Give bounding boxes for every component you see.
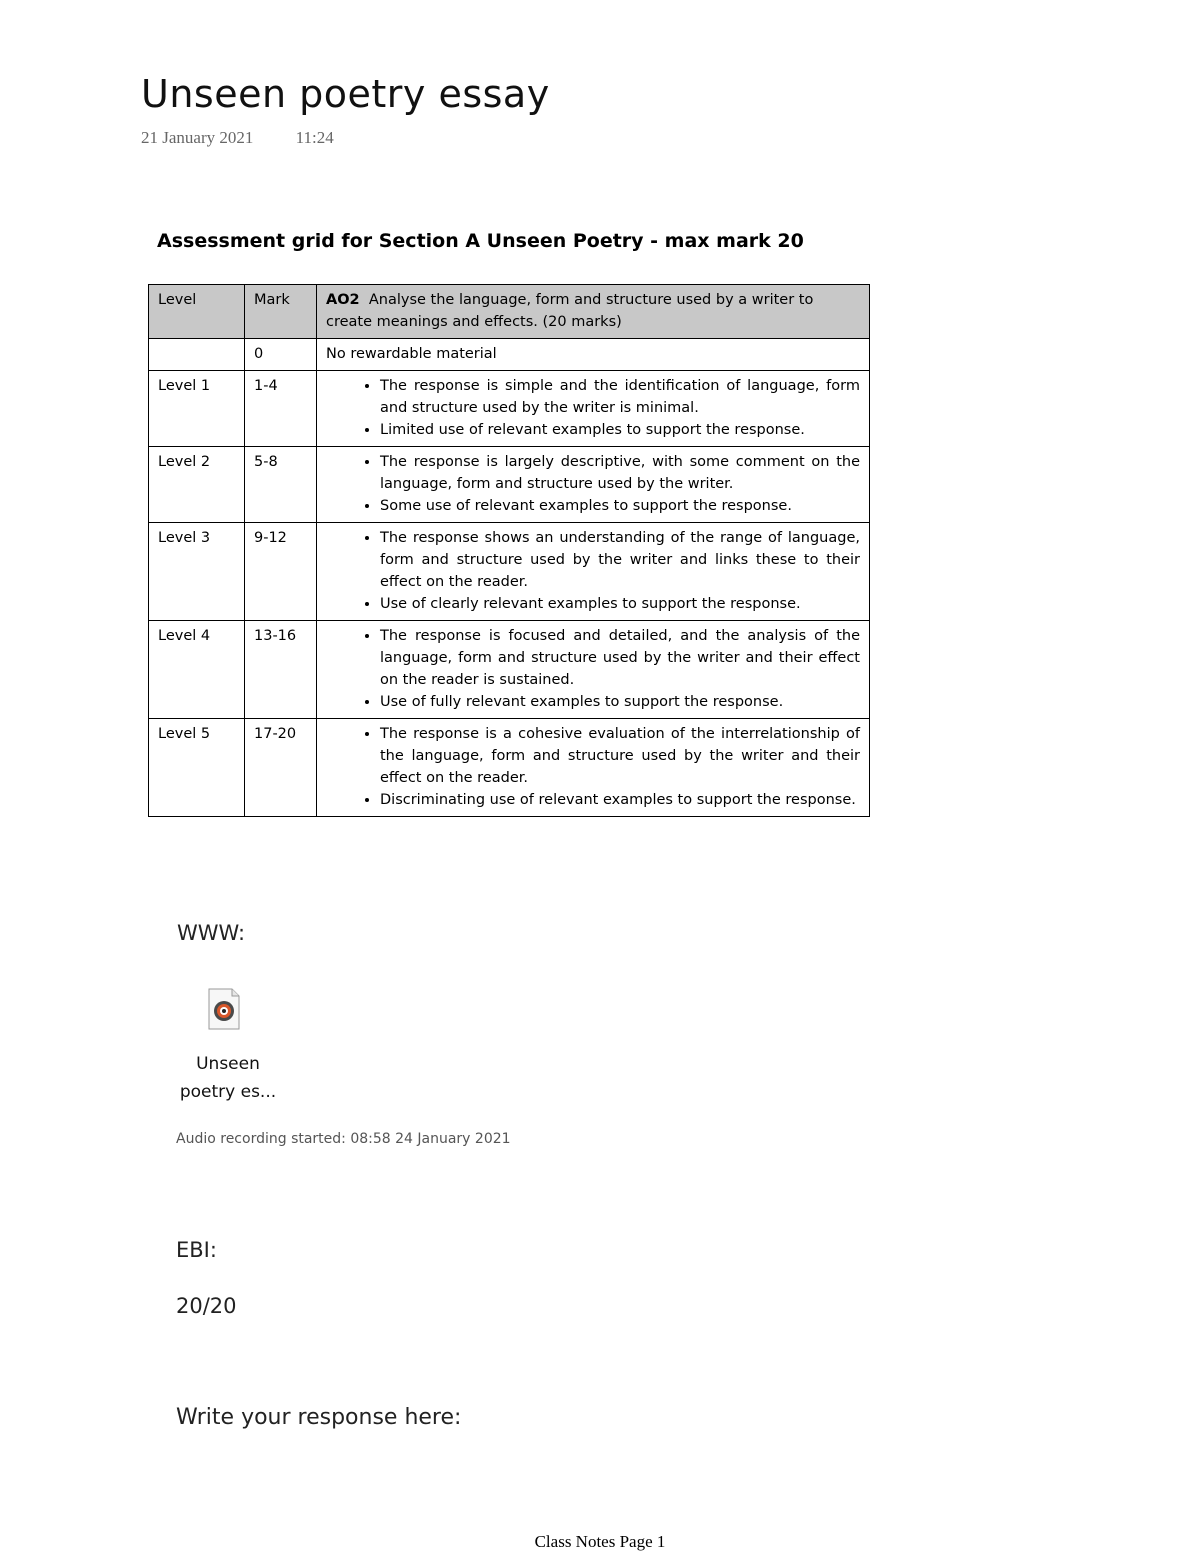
table-row bbox=[149, 339, 870, 371]
page-timestamp bbox=[141, 128, 334, 148]
level-column-header: Level bbox=[149, 285, 245, 339]
criteria-cell bbox=[317, 523, 870, 621]
objective-description: Analyse the language, form and structure used by a writer to create meanings and effects. (20 marks) bbox=[326, 292, 814, 330]
criteria-cell bbox=[317, 621, 870, 719]
level-cell: Level 4 bbox=[149, 621, 245, 719]
mark-cell: 0 bbox=[245, 339, 317, 371]
criteria-bullet: • The response is a cohesive evaluation of the interrelationship of the language, form and structure used by the writer and their effect on the reader. bbox=[380, 723, 860, 789]
score-text: 20/20 bbox=[176, 1294, 237, 1318]
level-cell: Level 5 bbox=[149, 719, 245, 817]
attachment-filename[interactable]: Unseen poetry es... bbox=[179, 1054, 277, 1102]
objective-code: AO2 bbox=[326, 292, 360, 308]
www-label: WWW: bbox=[177, 921, 246, 945]
criteria-cell bbox=[317, 447, 870, 523]
objective-column-header bbox=[317, 285, 870, 339]
criteria-cell bbox=[317, 371, 870, 447]
page-title: Unseen poetry essay bbox=[141, 72, 550, 116]
criteria-bullet: • Use of fully relevant examples to support the response. bbox=[380, 691, 860, 713]
criteria-bullet: • Use of clearly relevant examples to support the response. bbox=[380, 593, 860, 615]
criteria-bullet: • Some use of relevant examples to support the response. bbox=[380, 495, 860, 517]
mark-column-header: Mark bbox=[245, 285, 317, 339]
table-row bbox=[149, 371, 870, 447]
criteria-bullet: • The response is simple and the identification of language, form and structure used by the writer is minimal. bbox=[380, 375, 860, 419]
mark-cell: 9-12 bbox=[245, 523, 317, 621]
page-footer: Class Notes Page 1 bbox=[534, 1532, 666, 1551]
criteria-bullet: • The response is largely descriptive, with some comment on the language, form and structure used by the writer. bbox=[380, 451, 860, 495]
table-row bbox=[149, 621, 870, 719]
criteria-cell: No rewardable material bbox=[317, 339, 870, 371]
mark-cell: 5-8 bbox=[245, 447, 317, 523]
table-row bbox=[149, 447, 870, 523]
criteria-bullet: • Discriminating use of relevant examples to support the response. bbox=[380, 789, 860, 811]
level-cell bbox=[149, 339, 245, 371]
assessment-heading: Assessment grid for Section A Unseen Poetry - max mark 20 bbox=[157, 230, 804, 252]
mark-cell: 1-4 bbox=[245, 371, 317, 447]
criteria-bullet: • Limited use of relevant examples to support the response. bbox=[380, 419, 860, 441]
criteria-bullet: • The response shows an understanding of the range of language, form and structure used by the writer and links these to their effect on the reader. bbox=[380, 527, 860, 593]
page-time: 11:24 bbox=[295, 128, 334, 147]
page-date: 21 January 2021 bbox=[141, 128, 254, 147]
audio-recording-note: Audio recording started: 08:58 24 January 2021 bbox=[176, 1131, 511, 1147]
table-row bbox=[149, 719, 870, 817]
mark-cell: 17-20 bbox=[245, 719, 317, 817]
audio-file-icon[interactable] bbox=[208, 988, 240, 1030]
grid-header-row bbox=[149, 285, 870, 339]
level-cell: Level 1 bbox=[149, 371, 245, 447]
criteria-bullet: • The response is focused and detailed, and the analysis of the language, form and structure used by the writer and their effect on the reader is sustained. bbox=[380, 625, 860, 691]
response-prompt: Write your response here: bbox=[176, 1405, 462, 1430]
level-cell: Level 2 bbox=[149, 447, 245, 523]
table-row bbox=[149, 523, 870, 621]
assessment-grid bbox=[148, 284, 870, 817]
ebi-label: EBI: bbox=[176, 1238, 217, 1262]
mark-cell: 13-16 bbox=[245, 621, 317, 719]
criteria-cell bbox=[317, 719, 870, 817]
level-cell: Level 3 bbox=[149, 523, 245, 621]
